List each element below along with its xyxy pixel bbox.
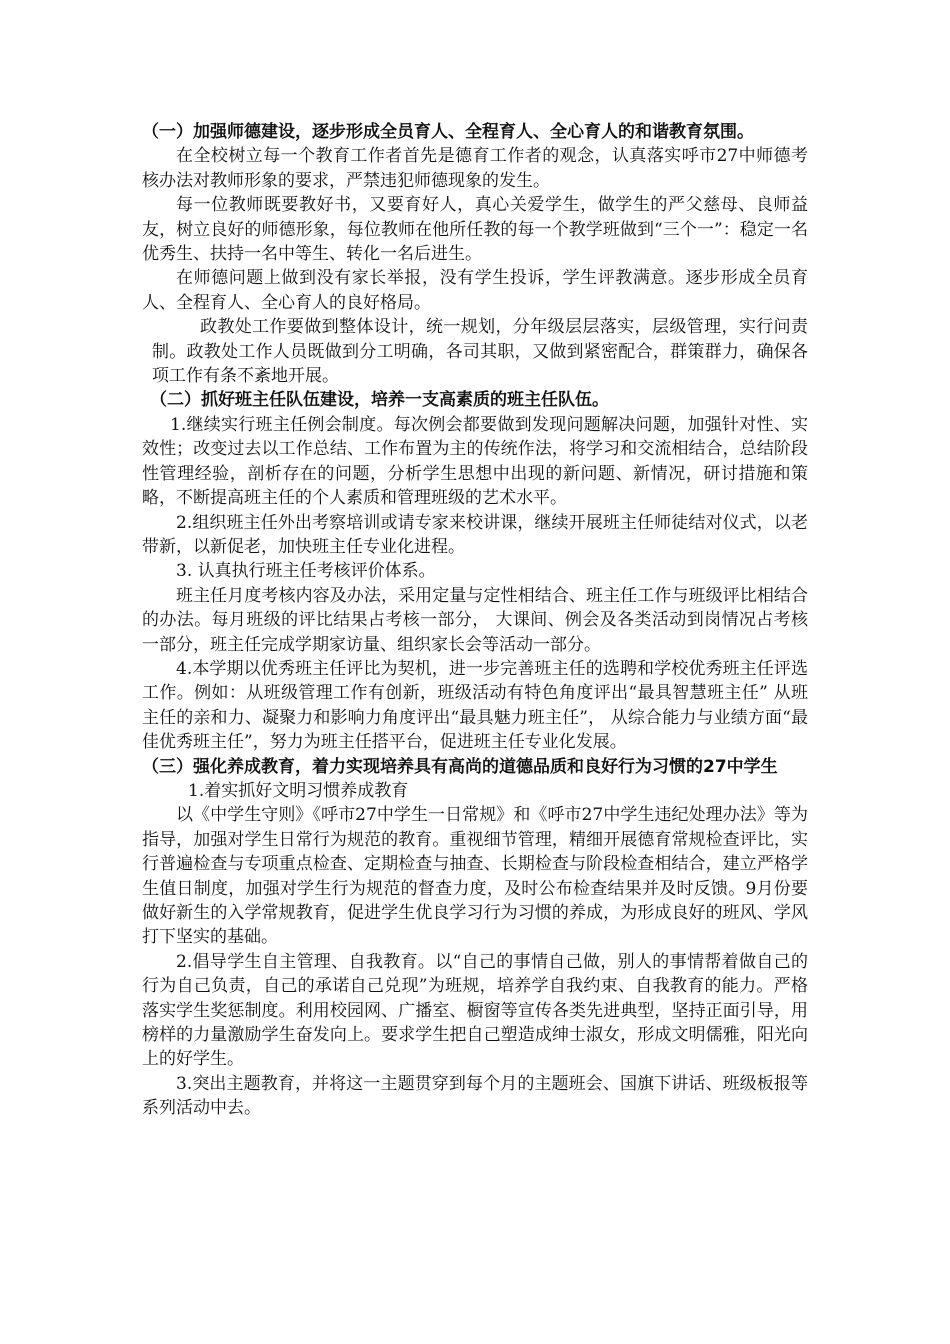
paragraph: 在全校树立每一个教育工作者首先是德育工作者的观念，认真落实呼市27中师德考核办法对教师形象的要求，严禁违犯师德现象的发生。 — [142, 146, 808, 191]
section-heading-1: （一）加强师德建设，逐步形成全员育人、全程育人、全心育人的和谐教育氛围。 — [142, 122, 754, 142]
paragraph: 3.突出主题教育，并将这一主题贯穿到每个月的主题班会、国旗下讲话、班级板报等系列活动中去。 — [142, 1073, 808, 1119]
section-heading-2: （二）抓好班主任队伍建设，培养一支高素质的班主任队伍。 — [150, 390, 609, 411]
paragraph: 在师德问题上做到没有家长举报，没有学生投诉，学生评教满意。逐步形成全员育人、全程育人、全心育人的良好格局。 — [142, 268, 808, 313]
section-heading-3: （三）强化养成教育，着力实现培养具有高尚的道德品质和良好行为习惯的27中学生 — [142, 756, 778, 777]
paragraph: 每一位教师既要教好书，又要育好人，真心关爱学生，做学生的严父慈母、良师益友，树立良好的师德形象，每位教师在他所任教的每一个教学班做到“三个一”：稳定一名优秀生、扶持一名中等生、转化一名后进生。 — [142, 195, 808, 265]
paragraph: 政教处工作要做到整体设计，统一规划，分年级层层落实，层级管理，实行问责制。政教处工作人员既做到分工明确，各司其职，又做到紧密配合，群策群力，确保各项工作有条不紊地开展。 — [152, 317, 808, 387]
paragraph: 2.组织班主任外出考察培训或请专家来校讲课，继续开展班主任师徒结对仪式，以老带新，以新促老，加快班主任专业化进程。 — [142, 512, 808, 557]
note-block — [142, 315, 808, 388]
paragraph: 4.本学期以优秀班主任评比为契机，进一步完善班主任的选聘和学校优秀班主任评选工作。例如：从班级管理工作有创新，班级活动有特色角度评出“最具智慧班主任” 从班主任的亲和力、凝聚力和影响力角度评出“最具魅力班主任”， 从综合能力与业绩方面“最佳优秀班主任”，努力为班主任搭平台，促进班主任专业化发展。 — [142, 658, 808, 753]
paragraph: 3. 认真执行班主任考核评价体系。 — [176, 561, 436, 582]
document-page — [142, 120, 808, 1121]
paragraph: 班主任月度考核内容及办法，采用定量与定性相结合、班主任工作与班级评比相结合的办法。每月班级的评比结果占考核一部分， 大课间、例会及各类活动到岗情况占考核一部分，班主任完成学期家访量、组织家长会等活动一部分。 — [142, 585, 808, 655]
paragraph: 1.继续实行班主任例会制度。每次例会都要做到发现问题解决问题，加强针对性、实效性；改变过去以工作总结、工作布置为主的传统作法，将学习和交流相结合，总结阶段性管理经验，剖析存在的问题，分析学生思想中出现的新问题、新情况，研讨措施和策略，不断提高班主任的个人素质和管理班级的艺术水平。 — [142, 414, 808, 509]
paragraph: 2.倡导学生自主管理、自我教育。以“自己的事情自己做，别人的事情帮着做自己的行为自己负责，自己的承诺自己兑现”为班规，培养学自我约束、自我教育的能力。严格落实学生奖惩制度。利用校园网、广播室、橱窗等宣传各类先进典型，坚持正面引导，用榜样的力量激励学生奋发向上。要求学生把自己塑造成绅士淑女，形成文明儒雅，阳光向上的好学生。 — [142, 951, 808, 1070]
paragraph: 以《中学生守则》《呼市27中学生一日常规》和《呼市27中学生违纪处理办法》等为指导，加强对学生日常行为规范的教育。重视细节管理，精细开展德育常规检查评比，实行普遍检查与专项重点检查、定期检查与抽查、长期检查与阶段检查相结合，建立严格学生值日制度，加强对学生行为规范的督查力度，及时公布检查结果并及时反馈。9月份要做好新生的入学常规教育，促进学生优良学习行为习惯的养成，为形成良好的班风、学风打下坚实的基础。 — [142, 805, 808, 948]
paragraph: 1.着实抓好文明习惯养成教育 — [188, 780, 409, 801]
